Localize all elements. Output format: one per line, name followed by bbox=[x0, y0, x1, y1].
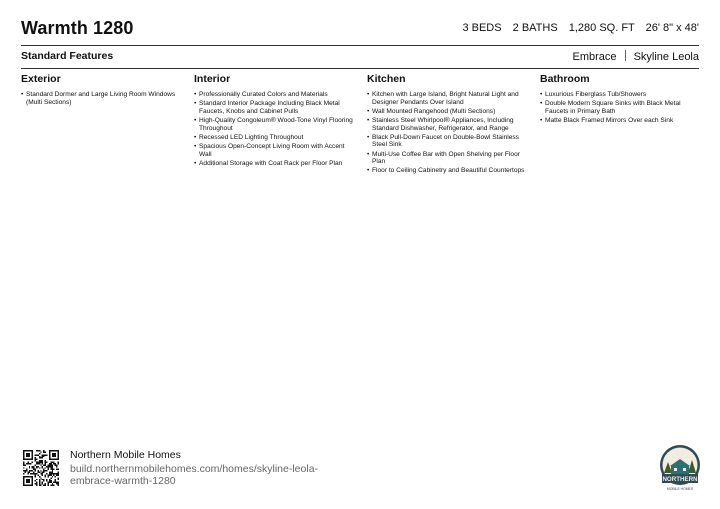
square-footage: 1,280 SQ. FT bbox=[568, 22, 635, 34]
list-item: • Double Modern Square Sinks with Black Metal Faucets in Primary Bath bbox=[540, 100, 700, 115]
page-footer bbox=[21, 449, 701, 489]
series-name: Embrace bbox=[572, 51, 617, 63]
list-item: • High-Quality Congoleum® Wood-Tone Vinyl Flooring Throughout bbox=[194, 117, 354, 132]
home-dimensions: 26' 8" x 48' bbox=[645, 22, 699, 34]
baths-count: 2 BATHS bbox=[512, 22, 558, 34]
header-divider bbox=[21, 45, 699, 46]
list-item: • Black Pull-Down Faucet on Double-Bowl Stainless Steel Sink bbox=[367, 134, 527, 149]
logo-word: NORTHERN bbox=[662, 476, 698, 483]
subheader-divider bbox=[21, 68, 699, 69]
beds-count: 3 BEDS bbox=[462, 22, 502, 34]
page-title: Warmth 1280 bbox=[21, 18, 134, 38]
bathroom-column bbox=[540, 73, 700, 126]
list-item: • Recessed LED Lighting Throughout bbox=[194, 134, 354, 142]
list-item: • Standard Interior Package Including Black Metal Faucets, Knobs and Cabinet Pulls bbox=[194, 100, 354, 115]
kitchen-column bbox=[367, 73, 527, 177]
bathroom-heading: Bathroom bbox=[540, 73, 590, 85]
list-item: • Wall Mounted Rangehood (Multi Sections) bbox=[367, 108, 527, 116]
interior-heading: Interior bbox=[194, 73, 231, 85]
model-line bbox=[573, 50, 699, 63]
interior-list bbox=[194, 91, 354, 167]
brand-name: Skyline Leola bbox=[633, 51, 699, 63]
qr-code-icon[interactable] bbox=[23, 450, 59, 486]
logo-subtext: MOBILE HOMES bbox=[666, 487, 694, 491]
subheader bbox=[21, 49, 699, 65]
home-specs bbox=[454, 22, 699, 34]
list-item: • Stainless Steel Whirlpool® Appliances, Including Standard Dishwasher, Refrigerator, and Range bbox=[367, 117, 527, 132]
list-item: • Additional Storage with Coat Rack per Floor Plan bbox=[194, 160, 354, 168]
list-item: • Multi-Use Coffee Bar with Open Shelving per Floor Plan bbox=[367, 151, 527, 166]
list-item: • Floor to Ceiling Cabinetry and Beautiful Countertops bbox=[367, 167, 527, 175]
list-item: • Spacious Open-Concept Living Room with Accent Wall bbox=[194, 143, 354, 158]
feature-columns bbox=[21, 73, 701, 193]
list-item: • Standard Dormer and Large Living Room Windows (Multi Sections) bbox=[21, 91, 181, 106]
listing-url[interactable]: build.northernmobilehomes.com/homes/skyline-leola-embrace-warmth-1280 bbox=[70, 463, 319, 487]
interior-column bbox=[194, 73, 354, 169]
kitchen-heading: Kitchen bbox=[367, 73, 406, 85]
northern-mobile-homes-logo bbox=[658, 443, 702, 493]
company-name: Northern Mobile Homes bbox=[70, 449, 181, 461]
list-item: • Matte Black Framed Mirrors Over each Sink bbox=[540, 117, 700, 125]
section-title: Standard Features bbox=[21, 50, 114, 62]
list-item: • Luxurious Fiberglass Tub/Showers bbox=[540, 91, 700, 99]
kitchen-list bbox=[367, 91, 527, 175]
bathroom-list bbox=[540, 91, 700, 125]
exterior-column bbox=[21, 73, 181, 108]
page-header bbox=[21, 18, 699, 44]
list-item: • Professionally Curated Colors and Materials bbox=[194, 91, 354, 99]
list-item: • Kitchen with Large Island, Bright Natural Light and Designer Pendants Over Island bbox=[367, 91, 527, 106]
exterior-list bbox=[21, 91, 181, 106]
series-separator bbox=[625, 50, 626, 61]
exterior-heading: Exterior bbox=[21, 73, 61, 85]
